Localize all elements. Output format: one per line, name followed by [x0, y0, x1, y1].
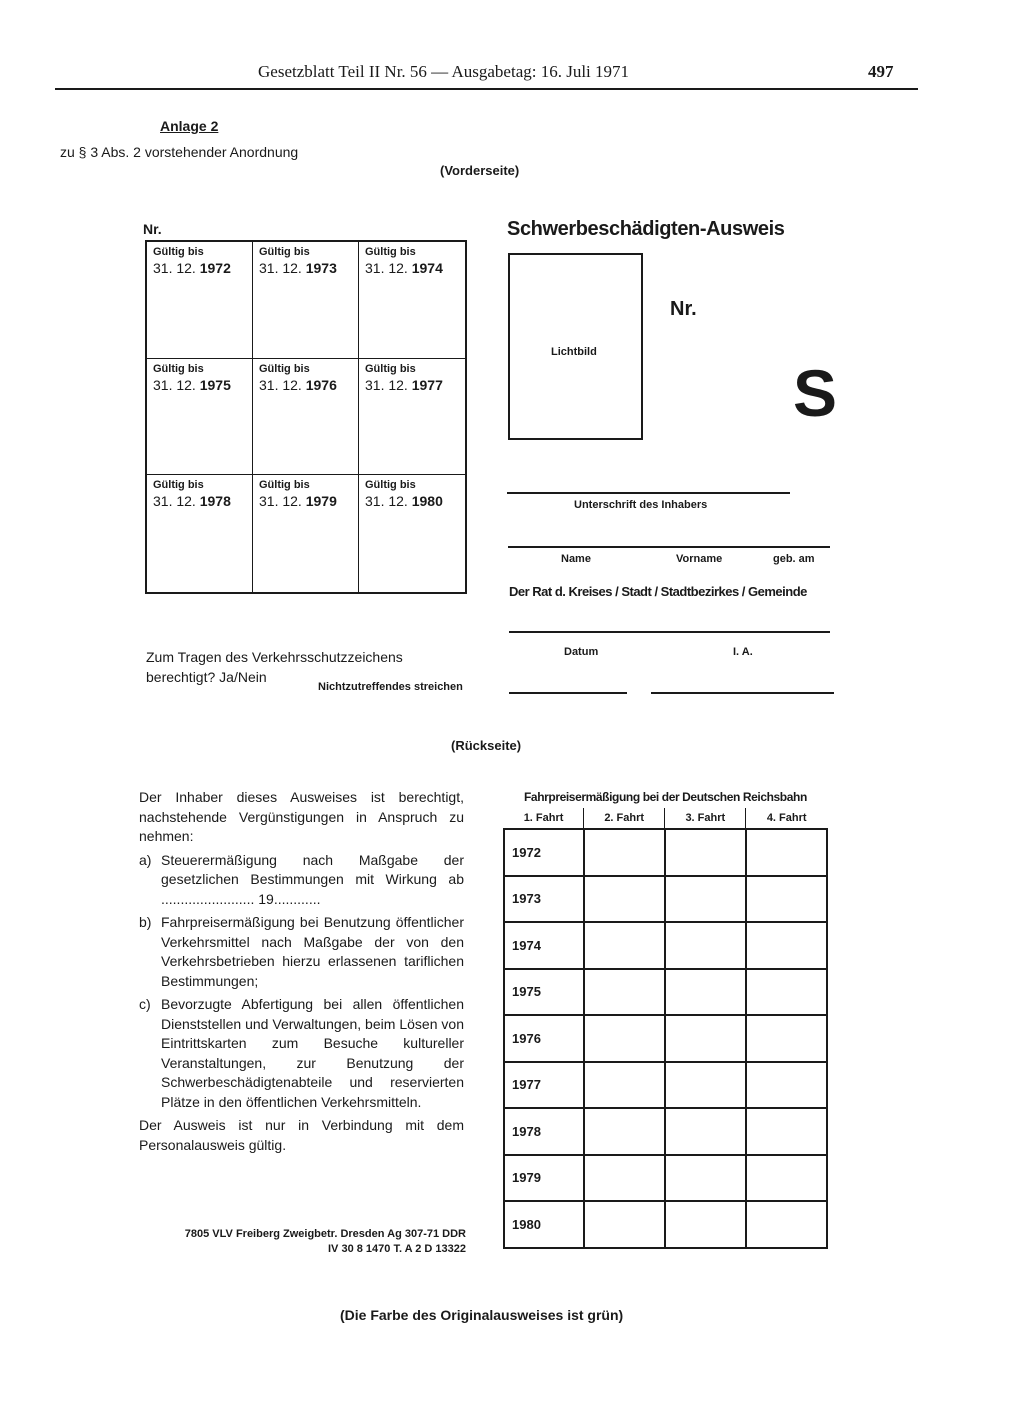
validity-cell — [359, 475, 465, 592]
fare-cell — [584, 922, 665, 969]
date-label: Datum — [564, 646, 599, 658]
validity-date: 31. 12. — [153, 493, 196, 510]
rights-item — [139, 851, 464, 910]
date-line — [509, 692, 627, 694]
item-marker: b) — [139, 914, 152, 930]
fare-cell — [584, 969, 665, 1016]
fare-cell — [746, 876, 827, 923]
front-side-label: (Vorderseite) — [440, 163, 520, 178]
fare-cell — [584, 876, 665, 923]
validity-cell — [253, 242, 359, 359]
fare-cell — [746, 1201, 827, 1248]
printer-imprint — [141, 1227, 466, 1257]
fare-year: 1973 — [504, 876, 584, 923]
table-row — [504, 1201, 827, 1248]
table-row — [504, 922, 827, 969]
table-row — [504, 1155, 827, 1202]
council-line — [509, 631, 830, 633]
validity-label: Gültig bis — [153, 362, 204, 375]
fare-cell — [665, 1062, 746, 1109]
validity-label: Gültig bis — [259, 479, 310, 492]
validity-year: 1980 — [411, 493, 443, 510]
validity-year: 1975 — [199, 376, 231, 393]
fare-cell — [584, 1062, 665, 1109]
validity-year: 1977 — [411, 376, 443, 393]
fare-column-header: 1. Fahrt — [504, 808, 584, 829]
fare-column-header: 2. Fahrt — [584, 808, 665, 829]
fare-cell — [584, 1108, 665, 1155]
fare-year: 1980 — [504, 1201, 584, 1248]
fare-column-header: 3. Fahrt — [665, 808, 746, 829]
annex-title: Anlage 2 — [160, 118, 219, 134]
validity-cell — [359, 359, 465, 476]
validity-label: Gültig bis — [365, 362, 416, 375]
validity-year: 1976 — [305, 376, 337, 393]
item-marker: a) — [139, 851, 152, 868]
validity-label: Gültig bis — [365, 479, 416, 492]
fare-cell — [746, 1062, 827, 1109]
card-big-letter: S — [793, 356, 838, 430]
table-row — [504, 1108, 827, 1155]
validity-label: Gültig bis — [153, 479, 204, 492]
wearing-question-line1: Zum Tragen des Verkehrsschutzzeichens — [146, 649, 403, 665]
item-text: Fahrpreisermäßigung bei Benutzung öffentlicher Verkehrsmittel nach Maßgabe der von den Verkehrsbetrieben hierzu erlassenen tariflichen Bestimmungen; — [161, 914, 464, 989]
fare-cell — [665, 969, 746, 1016]
validity-date: 31. 12. — [365, 260, 408, 276]
page-number: 497 — [868, 62, 894, 81]
fare-cell — [584, 1015, 665, 1062]
fare-cell — [665, 1015, 746, 1062]
table-row — [504, 1062, 827, 1109]
grid-number-label: Nr. — [143, 221, 162, 237]
rights-item — [139, 913, 464, 991]
fare-table — [503, 808, 828, 1249]
photo-label: Lichtbild — [551, 346, 597, 358]
card-title: Schwerbeschädigten-Ausweis — [507, 218, 785, 240]
validity-label: Gültig bis — [153, 246, 204, 258]
name-label: Name — [561, 553, 591, 565]
council-label: Der Rat d. Kreises / Stadt / Stadtbezirkes / Gemeinde — [509, 584, 807, 599]
rights-closing: Der Ausweis ist nur in Verbindung mit dem Personalausweis gültig. — [139, 1117, 464, 1153]
fare-year: 1975 — [504, 969, 584, 1016]
validity-cell — [253, 475, 359, 592]
validity-date: 31. 12. — [259, 260, 302, 276]
card-number-label: Nr. — [670, 298, 697, 320]
fare-table-title: Fahrpreisermäßigung bei der Deutschen Reichsbahn — [524, 790, 807, 804]
validity-cell — [147, 359, 253, 476]
validity-date: 31. 12. — [365, 493, 408, 510]
fare-cell — [746, 1015, 827, 1062]
validity-year: 1974 — [411, 260, 443, 276]
table-row — [504, 1015, 827, 1062]
table-row — [504, 829, 827, 876]
vorname-label: Vorname — [676, 553, 723, 565]
fare-cell — [746, 829, 827, 876]
header-divider — [55, 88, 918, 90]
rights-intro: Der Inhaber dieses Ausweises ist berechtigt, nachstehende Vergünstigungen in Anspruch zu nehmen: — [139, 789, 464, 844]
validity-cell — [147, 475, 253, 592]
fare-cell — [665, 1108, 746, 1155]
item-marker: c) — [139, 996, 151, 1012]
rights-item — [139, 995, 464, 1112]
fare-cell — [665, 922, 746, 969]
validity-year: 1972 — [199, 260, 231, 276]
fare-cell — [584, 1201, 665, 1248]
fare-cell — [746, 1108, 827, 1155]
validity-date: 31. 12. — [259, 376, 302, 393]
fare-cell — [665, 1155, 746, 1202]
fare-year: 1972 — [504, 829, 584, 876]
name-line — [508, 546, 830, 548]
item-text: Bevorzugte Abfertigung bei allen öffentlichen Dienststellen und Verwaltungen, beim Lösen von Eintrittskarten zum Besuche kultureller Veranstaltungen, zur Benutzung der Schwerbeschädigtenabteile und reservierten Plätze in den öffentlichen Verkehrsmitteln. — [161, 996, 464, 1110]
rights-text — [139, 788, 464, 1159]
validity-date: 31. 12. — [365, 376, 408, 393]
fare-cell — [584, 829, 665, 876]
strike-note: Nichtzutreffendes streichen — [318, 681, 463, 693]
fare-year: 1979 — [504, 1155, 584, 1202]
validity-grid — [145, 240, 467, 594]
fare-year: 1976 — [504, 1015, 584, 1062]
fare-cell — [665, 829, 746, 876]
fare-year: 1978 — [504, 1108, 584, 1155]
table-row — [504, 969, 827, 1016]
annex-subtitle: zu § 3 Abs. 2 vorstehender Anordnung — [60, 144, 299, 160]
validity-label: Gültig bis — [259, 362, 310, 375]
birthdate-label: geb. am — [773, 553, 815, 565]
validity-label: Gültig bis — [259, 246, 310, 258]
item-text: Steuerermäßigung nach Maßgabe der gesetzlichen Bestimmungen mit Wirkung ab ........................ 19............ — [161, 851, 464, 907]
validity-date: 31. 12. — [153, 376, 196, 393]
wearing-question-line2: berechtigt? Ja/Nein — [146, 669, 267, 685]
fare-column-header: 4. Fahrt — [746, 808, 827, 829]
fare-cell — [584, 1155, 665, 1202]
fare-cell — [665, 1201, 746, 1248]
signature-line — [507, 492, 790, 494]
validity-year: 1973 — [305, 260, 337, 276]
signature-label: Unterschrift des Inhabers — [574, 499, 708, 511]
validity-label: Gültig bis — [365, 246, 416, 258]
validity-cell — [147, 242, 253, 359]
fare-cell — [665, 876, 746, 923]
on-behalf-line — [651, 692, 834, 694]
color-note: (Die Farbe des Originalausweises ist grün) — [340, 1307, 624, 1323]
fare-year: 1974 — [504, 922, 584, 969]
fare-cell — [746, 922, 827, 969]
fare-cell — [746, 1155, 827, 1202]
back-side-label: (Rückseite) — [451, 738, 522, 753]
validity-cell — [359, 242, 465, 359]
validity-date: 31. 12. — [153, 260, 196, 276]
printer-line1: 7805 VLV Freiberg Zweigbetr. Dresden Ag 307-71 DDR — [184, 1228, 466, 1240]
validity-year: 1978 — [199, 493, 231, 510]
header-title: Gesetzblatt Teil II Nr. 56 — Ausgabetag: 16. Juli 1971 — [258, 62, 630, 81]
validity-year: 1979 — [305, 493, 337, 510]
validity-date: 31. 12. — [259, 493, 302, 510]
validity-cell — [253, 359, 359, 476]
table-row — [504, 876, 827, 923]
on-behalf-label: I. A. — [733, 646, 753, 658]
printer-line2: IV 30 8 1470 T. A 2 D 13322 — [328, 1243, 466, 1255]
fare-cell — [746, 969, 827, 1016]
fare-year: 1977 — [504, 1062, 584, 1109]
